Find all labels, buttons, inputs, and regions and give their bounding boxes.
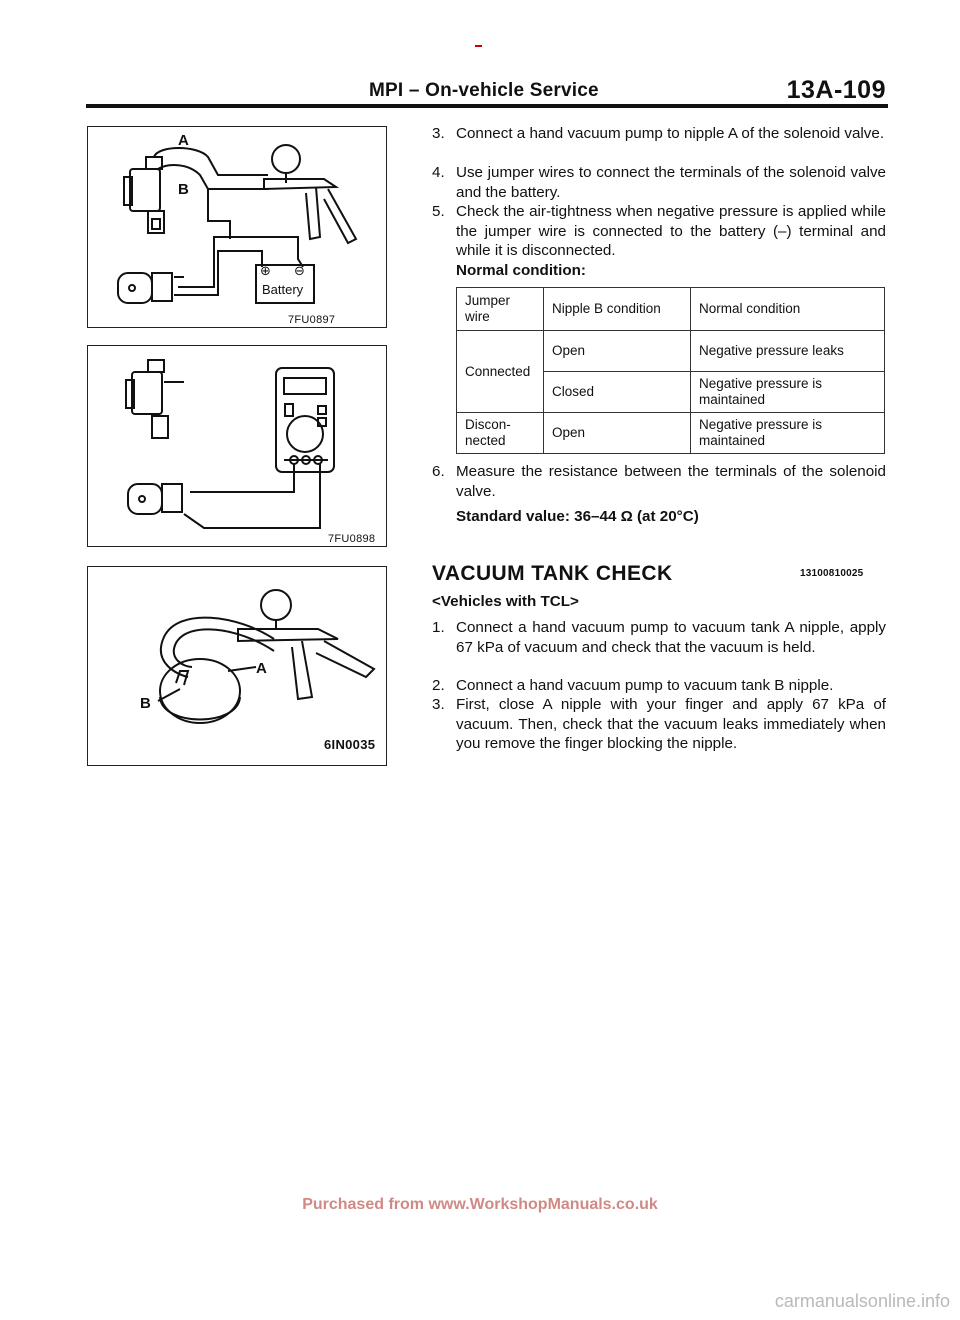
table-cell: Negative pressure is maintained [691,372,885,413]
table-cell: Closed [544,372,691,413]
page-header [86,76,888,106]
section-code: 13100810025 [800,568,864,579]
step-text: Connect a hand vacuum pump to nipple A of the solenoid valve. [456,125,885,142]
nipple-a-label: A [178,132,189,149]
table-cell: Open [544,413,691,454]
figure-solenoid-battery [87,126,387,328]
figure-code: 7FU0898 [328,533,376,545]
step-number: 5. [432,203,445,220]
solenoid-check-text [432,124,887,284]
table-row [457,413,885,454]
watermark: carmanualsonline.info [774,1291,950,1311]
vacuum-tank-illustration [88,567,385,764]
tank-nipple-a-label: A [256,660,267,677]
nipple-b-label: B [178,181,189,198]
normal-condition-table [456,287,885,454]
page-title: MPI – On-vehicle Service [369,80,599,101]
table-cell: Negative pressure leaks [691,331,885,372]
table-cell: Negative pressure is maintained [691,413,885,454]
table-cell: Connected [457,331,544,413]
step-text: Use jumper wires to connect the terminals of the solenoid valve and the battery. [456,164,886,201]
step-text: Measure the resistance between the terminals of the solenoid valve. [456,463,886,500]
figure-code: 6IN0035 [324,737,376,752]
battery-minus-symbol: ⊖ [294,263,305,278]
step-number: 6. [432,463,445,480]
table-cell: Discon- nected [457,413,544,454]
step-text: Connect a hand vacuum pump to vacuum tank A nipple, apply 67 kPa of vacuum and check that the vacuum is held. [456,619,886,656]
vacuum-tank-text [432,592,887,772]
resistance-check-text [432,462,887,532]
table-header-cell: Normal condition [691,288,885,331]
section-subtitle: <Vehicles with TCL> [432,593,579,610]
table-cell: Open [544,331,691,372]
solenoid-battery-illustration [88,127,385,326]
step-number: 2. [432,677,445,694]
battery-plus-symbol: ⊕ [260,263,271,278]
step-number: 3. [432,696,445,713]
table-header-cell: Nipple B condition [544,288,691,331]
tank-nipple-b-label: B [140,695,151,712]
table-row [457,331,885,372]
step-number: 3. [432,125,445,142]
purchase-footer: Purchased from www.WorkshopManuals.co.uk [302,1196,658,1213]
figure-vacuum-tank [87,566,387,766]
section-title: VACUUM TANK CHECK [432,562,673,585]
resistance-measurement-illustration [88,346,385,545]
step-number: 1. [432,619,445,636]
table-header-row [457,288,885,331]
step-number: 4. [432,164,445,181]
table-header-cell: Jumper wire [457,288,544,331]
page-number: 13A-109 [786,76,886,104]
figure-resistance-measurement [87,345,387,547]
step-text: Check the air-tightness when negative pressure is applied while the jumper wire is connected to the battery (–) terminal and while it is disconnected. [456,203,886,259]
step-text: Connect a hand vacuum pump to vacuum tank B nipple. [456,677,834,694]
battery-label: Battery [262,282,304,297]
normal-condition-heading: Normal condition: [456,262,586,279]
step-text: First, close A nipple with your finger and apply 67 kPa of vacuum. Then, check that the vacuum leaks immediately when you remove the finger blocking the nipple. [456,696,886,752]
figure-code: 7FU0897 [288,314,336,326]
red-mark [475,45,482,47]
standard-value: Standard value: 36–44 Ω (at 20°C) [456,508,699,525]
header-rule [86,104,888,108]
